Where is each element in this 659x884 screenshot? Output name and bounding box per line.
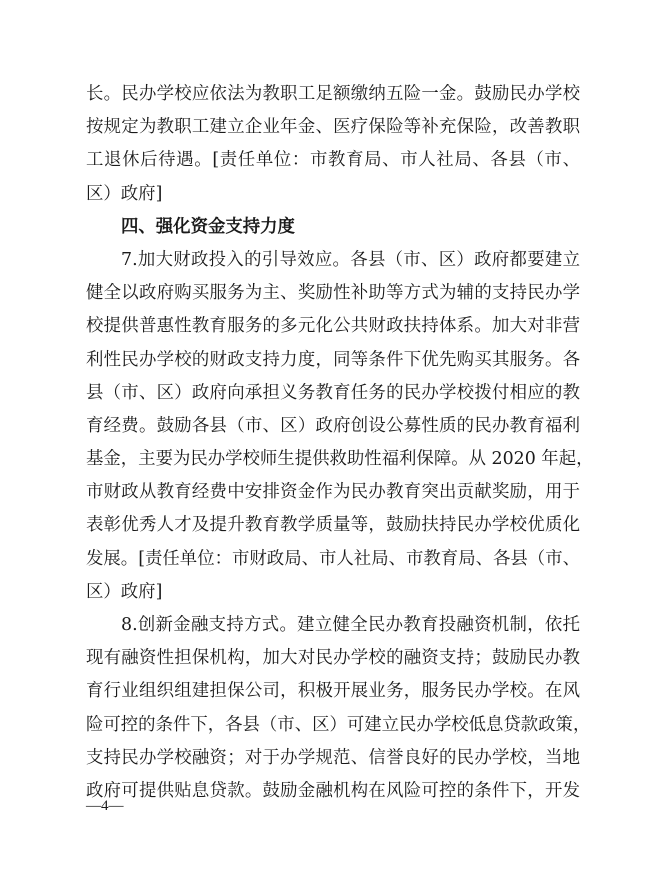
text-line: 按规定为教职工建立企业年金、医疗保险等补充保险，改善教职: [86, 117, 580, 138]
text-line: 长。民办学校应依法为教职工足额缴纳五险一金。鼓励民办学校: [86, 84, 580, 104]
text-line: 基金，主要为民办学校师生提供救助性福利保障。从 2020 年起，: [86, 449, 594, 470]
text-line: 8.创新金融支持方式。建立健全民办教育投融资机制，依托: [121, 615, 580, 635]
text-line: 表彰优秀人才及提升教育教学质量等，鼓励扶持民办学校优质化: [86, 515, 580, 536]
text-line: 发展。[责任单位：市财政局、市人社局、市教育局、各县（市、: [86, 548, 580, 569]
text-line: 市财政从教育经费中安排资金作为民办教育突出贡献奖励，用于: [86, 482, 580, 503]
text-line: 险可控的条件下，各县（市、区）可建立民办学校低息贷款政策，: [86, 714, 591, 735]
text-line: 校提供普惠性教育服务的多元化公共财政扶持体系。加大对非营: [86, 316, 580, 337]
text-line: 现有融资性担保机构，加大对民办学校的融资支持；鼓励民办教: [86, 648, 580, 669]
body-text: [86, 78, 594, 808]
text-line: 县（市、区）政府向承担义务教育任务的民办学校拨付相应的教: [86, 382, 580, 403]
text-line: 利性民办学校的财政支持力度，同等条件下优先购买其服务。各: [86, 349, 580, 370]
text-line: 四、强化资金支持力度: [121, 216, 295, 237]
paragraph: [86, 244, 594, 609]
text-line: 支持民办学校融资；对于办学规范、信誉良好的民办学校，当地: [86, 747, 580, 768]
text-line: 政府可提供贴息贷款。鼓励金融机构在风险可控的条件下，开发: [86, 780, 580, 801]
text-line: 7.加大财政投入的引导效应。各县（市、区）政府都要建立: [121, 249, 580, 270]
paragraph: [86, 78, 580, 211]
paragraph: [86, 609, 591, 808]
text-line: 育经费。鼓励各县（市、区）政府创设公募性质的民办教育福利: [86, 415, 580, 436]
text-line: 区）政府]: [86, 581, 163, 602]
text-line: 工退休后待遇。[责任单位：市教育局、市人社局、各县（市、: [86, 150, 580, 171]
section-heading: [86, 211, 580, 244]
text-line: 区）政府]: [86, 183, 163, 204]
text-line: 健全以政府购买服务为主、奖励性补助等方式为辅的支持民办学: [86, 283, 580, 304]
page-number: —4—: [86, 798, 124, 814]
text-line: 育行业组织组建担保公司，积极开展业务，服务民办学校。在风: [86, 681, 580, 702]
